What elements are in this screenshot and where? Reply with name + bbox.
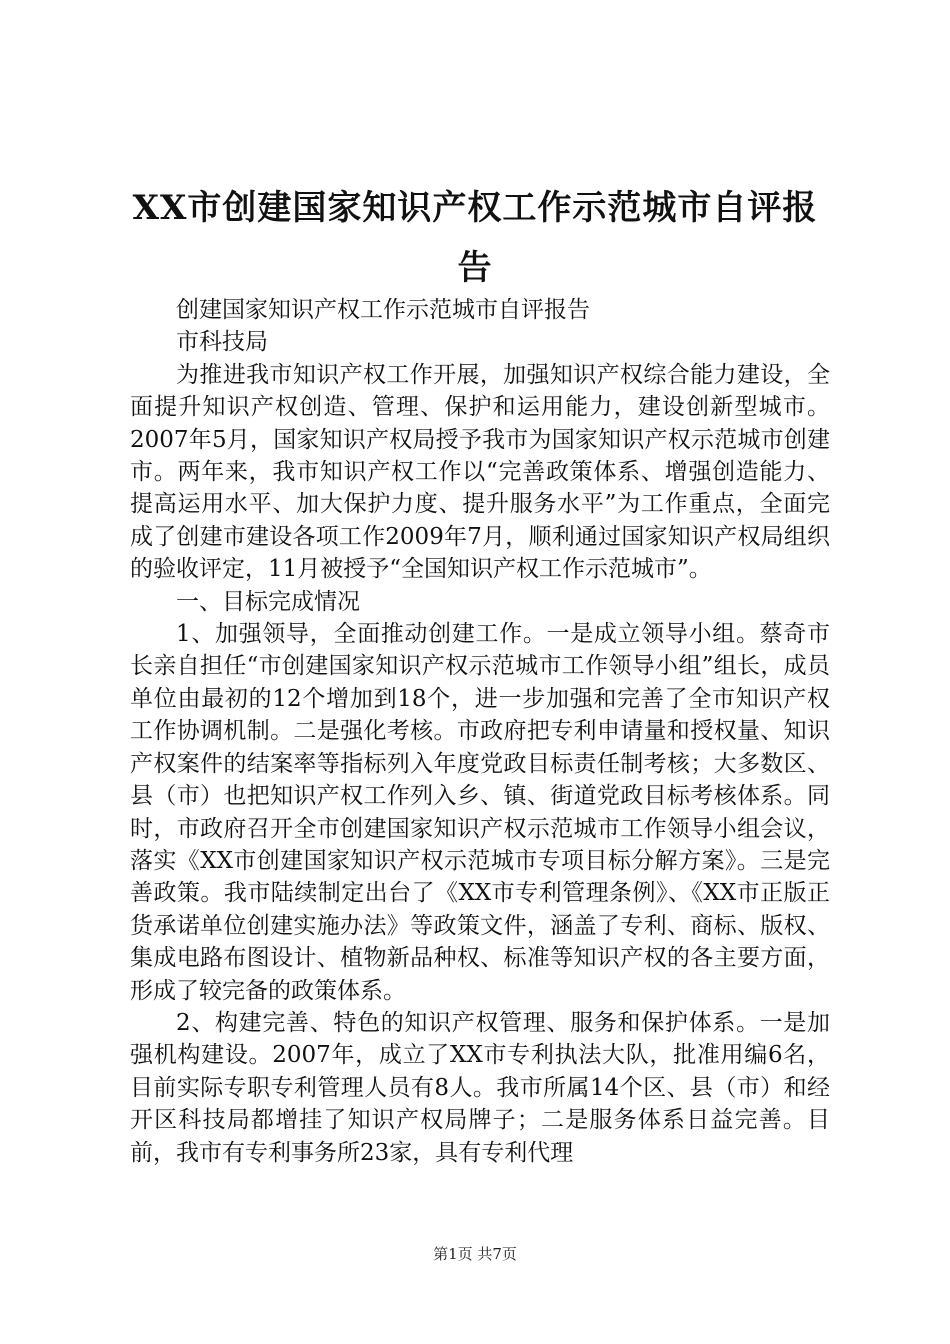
paragraph-item-2: 2、构建完善、特色的知识产权管理、服务和保护体系。一是加强机构建设。2007年，成立了XX市专利执法大队，批准用编6名，目前实际专职专利管理人员有8人。我市所属14个区、县（市）和经开区科技局都增挂了知识产权局牌子；二是服务体系日益完善。目前，我市有专利事务所23家，具有专利代理 (130, 1009, 830, 1166)
page-number: 第1页 共7页 (433, 1245, 517, 1263)
paragraph-intro: 为推进我市知识产权工作开展，加强知识产权综合能力建设，全面提升知识产权创造、管理、保护和运用能力，建设创新型城市。2007年5月，国家知识产权局授予我市为国家知识产权示范城市创建市。两年来，我市知识产权工作以“完善政策体系、增强创造能力、提高运用水平、加大保护力度、提升服务水平”为工作重点，全面完成了创建市建设各项工作2009年7月，顺利通过国家知识产权局组织的验收评定，11月被授予“全国知识产权工作示范城市”。 (130, 361, 830, 583)
paragraph-author: 市科技局 (176, 329, 268, 356)
section-heading: 一、目标完成情况 (176, 588, 360, 615)
document-body (130, 294, 830, 1169)
document-title: XX市创建国家知识产权工作示范城市自评报告 (132, 188, 818, 288)
paragraph-item-1: 1、加强领导，全面推动创建工作。一是成立领导小组。蔡奇市长亲自担任“市创建国家知识产权示范城市工作领导小组”组长，成员单位由最初的12个增加到18个，进一步加强和完善了全市知识产权工作协调机制。二是强化考核。市政府把专利申请量和授权量、知识产权案件的结案率等指标列入年度党政目标责任制考核；大多数区、县（市）也把知识产权工作列入乡、镇、街道党政目标考核体系。同时，市政府召开全市创建国家知识产权示范城市工作领导小组会议，落实《XX市创建国家知识产权示范城市专项目标分解方案》。三是完善政策。我市陆续制定出台了《XX市专利管理条例》、《XX市正版正货承诺单位创建实施办法》等政策文件，涵盖了专利、商标、版权、集成电路布图设计、植物新品种权、标准等知识产权的各主要方面，形成了较完备的政策体系。 (130, 621, 830, 1004)
paragraph-subtitle: 创建国家知识产权工作示范城市自评报告 (176, 297, 590, 323)
